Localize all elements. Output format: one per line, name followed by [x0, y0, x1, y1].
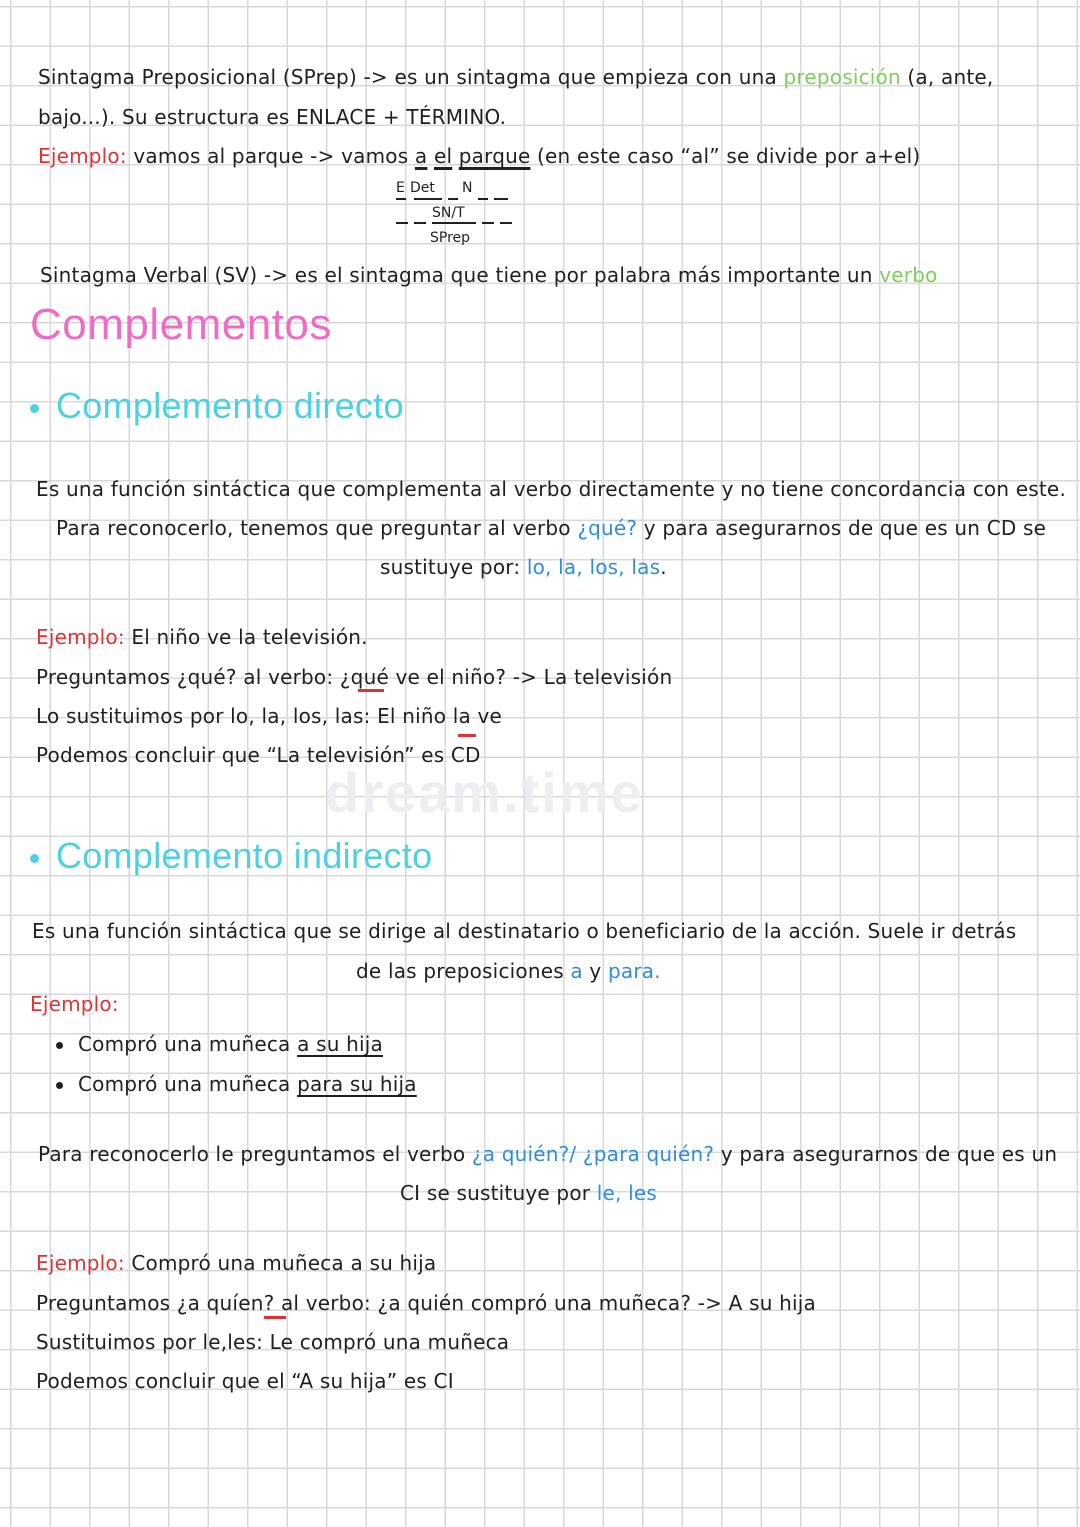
cd-paragraph-3: sustituye por: lo, la, los, las.	[380, 555, 667, 579]
diagram-dash	[494, 198, 508, 200]
cd-substitution: Lo sustituimos por lo, la, los, las: El niño la ve	[36, 704, 503, 728]
diagram-dash	[396, 222, 408, 224]
cd-conclusion: Podemos concluir que “La televisión” es CD	[36, 743, 481, 767]
watermark: dream.time	[325, 761, 644, 824]
page-title: Complementos	[30, 300, 332, 349]
diagram-label-det: Det	[410, 180, 435, 196]
diagram-dash	[500, 222, 512, 224]
sprep-line-2: bajo...). Su estructura es ENLACE + TÉRMINO.	[38, 105, 507, 129]
ci-heading: Complemento indirecto	[56, 835, 433, 876]
diagram-dash	[448, 198, 458, 200]
ci-recognize-line-2: CI se sustituye por le, les	[400, 1181, 658, 1205]
ci-paragraph-1: Es una función sintáctica que se dirige al destinatario o beneficiario de la acción. Suele ir detrás	[32, 919, 1017, 943]
ci-example-2: Ejemplo: Compró una muñeca a su hija	[36, 1251, 437, 1275]
red-underline-mark	[358, 689, 384, 692]
cd-question: Preguntamos ¿qué? al verbo: ¿qué ve el niño? -> La televisión	[36, 665, 673, 689]
red-underline-mark	[264, 1316, 286, 1319]
sprep-line-1: Sintagma Preposicional (SPrep) -> es un sintagma que empieza con una preposición (a, ante,	[38, 65, 994, 89]
sprep-example: Ejemplo: vamos al parque -> vamos a el parque (en este caso “al” se divide por a+el)	[38, 144, 921, 168]
ci-list-item-1: Compró una muñeca a su hija	[78, 1032, 383, 1056]
ci-conclusion: Podemos concluir que el “A su hija” es CI	[36, 1369, 454, 1393]
ci-substitution: Sustituimos por le,les: Le compró una muñeca	[36, 1330, 510, 1354]
ci-recognize-line-1: Para reconocerlo le preguntamos el verbo ¿a quién?/ ¿para quién? y para asegurarnos de que es un	[38, 1142, 1058, 1166]
diagram-dash	[478, 198, 488, 200]
diagram-label-e: E	[396, 180, 405, 196]
red-underline-mark	[458, 734, 476, 737]
diagram-label-sprep: SPrep	[430, 230, 471, 246]
list-bullet	[56, 1082, 63, 1089]
ci-paragraph-2: de las preposiciones a y para.	[356, 959, 661, 983]
diagram-dash	[432, 222, 476, 224]
cd-paragraph-1: Es una función sintáctica que complementa al verbo directamente y no tiene concordancia con este.	[36, 477, 1066, 501]
cd-paragraph-2: Para reconocerlo, tenemos que preguntar al verbo ¿qué? y para asegurarnos de que es un CD se	[56, 516, 1047, 540]
list-bullet	[56, 1042, 63, 1049]
diagram-label-snt: SN/T	[432, 205, 465, 221]
bullet-dot	[30, 404, 39, 413]
ci-list-item-2: Compró una muñeca para su hija	[78, 1072, 417, 1096]
diagram-dash	[414, 198, 442, 200]
cd-heading: Complemento directo	[56, 385, 404, 426]
ci-example-label: Ejemplo:	[30, 992, 119, 1016]
diagram-label-n: N	[462, 180, 473, 196]
ci-question: Preguntamos ¿a quíen? al verbo: ¿a quién compró una muñeca? -> A su hija	[36, 1291, 816, 1315]
diagram-dash	[414, 222, 426, 224]
diagram-dash	[482, 222, 494, 224]
sv-line: Sintagma Verbal (SV) -> es el sintagma que tiene por palabra más importante un verbo	[40, 263, 938, 287]
diagram-dash	[396, 198, 406, 200]
bullet-dot	[30, 854, 39, 863]
cd-example: Ejemplo: El niño ve la televisión.	[36, 625, 368, 649]
